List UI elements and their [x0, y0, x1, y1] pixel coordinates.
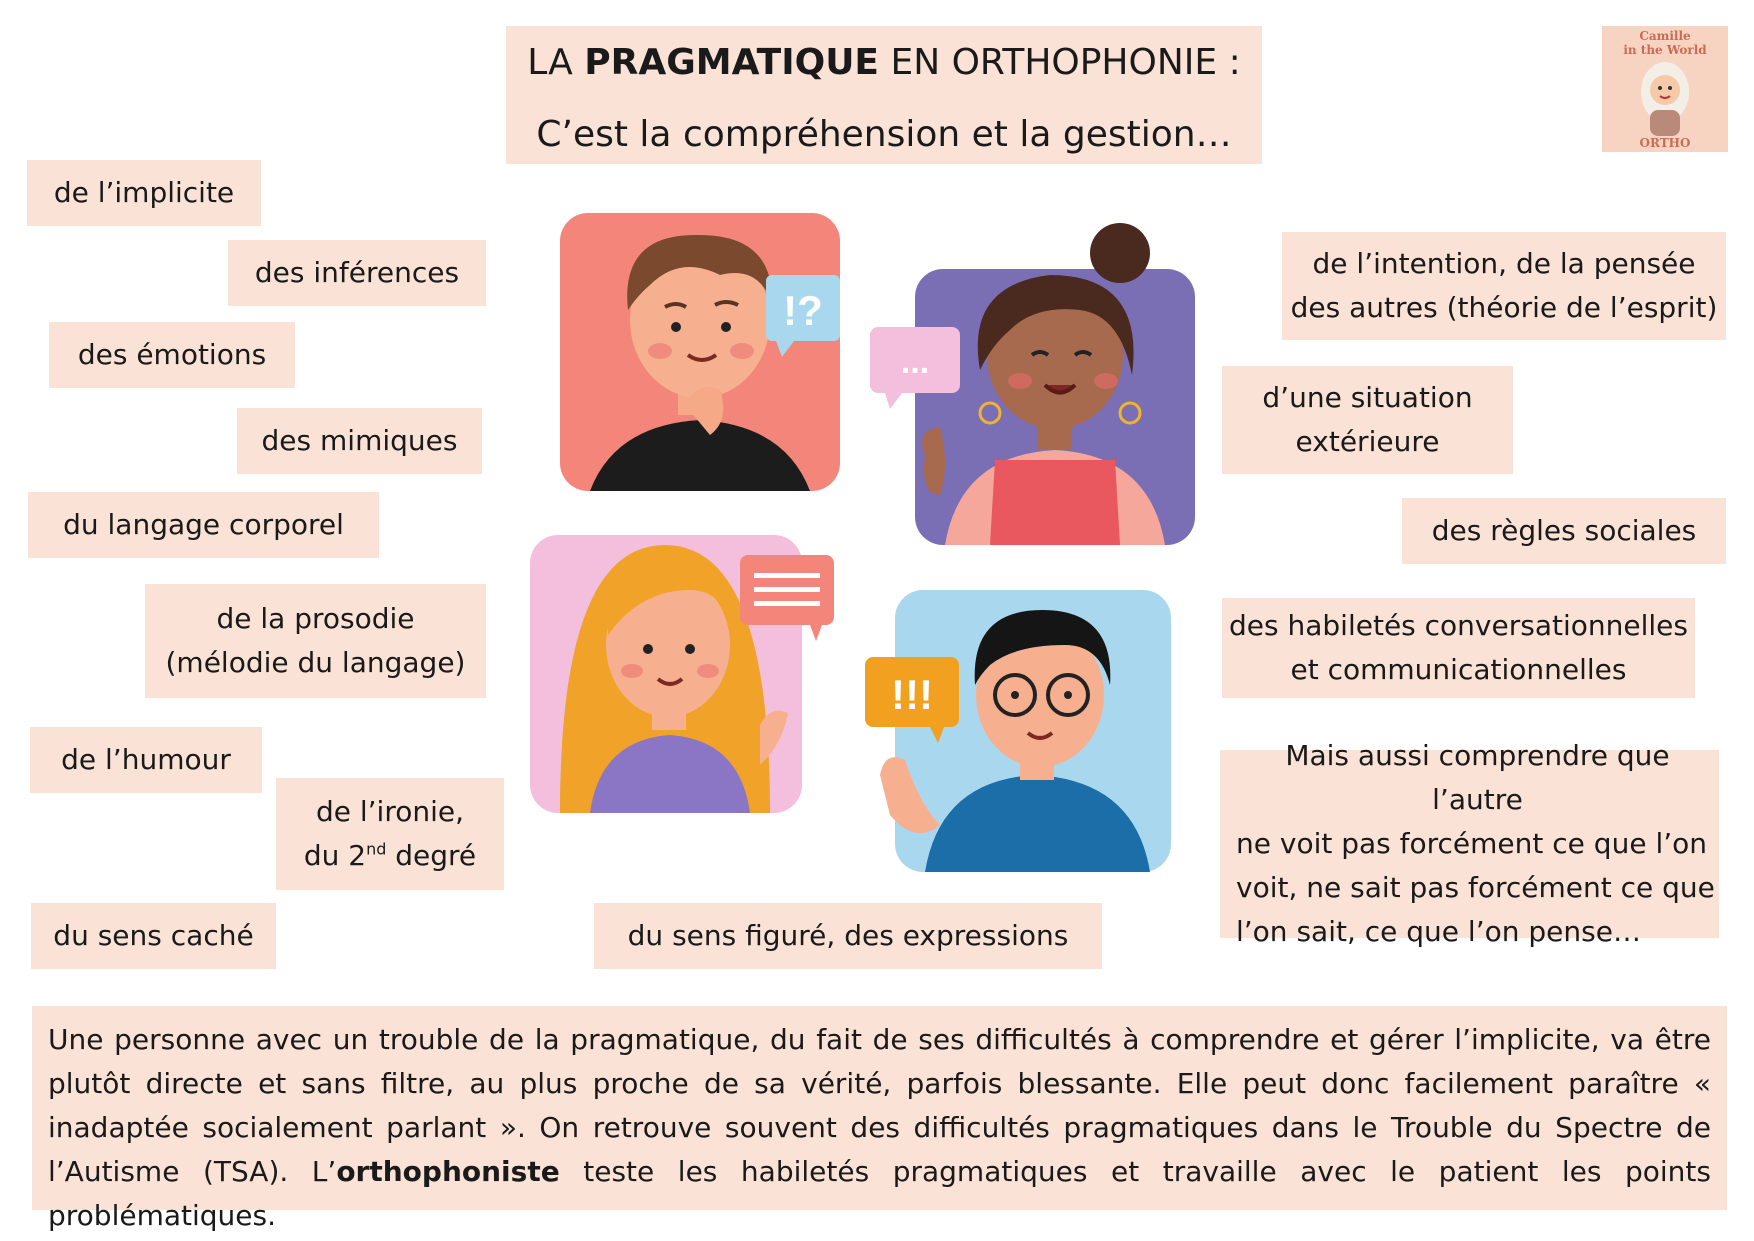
- boy-glasses-illustration: [865, 590, 1171, 872]
- item-habiletes-line-1: des habiletés conversationnelles: [1229, 609, 1688, 642]
- item-habiletes-line-2: et communicationnelles: [1290, 653, 1627, 686]
- item-ironie-line-2: [304, 834, 476, 878]
- aside-line-2: ne voit pas forcément ce que l’on: [1236, 827, 1708, 860]
- item-intention-line-1: de l’intention, de la pensée: [1312, 247, 1696, 280]
- item-prosodie: [145, 584, 486, 698]
- item-situation-line-2: extérieure: [1295, 425, 1440, 458]
- girl-bun-illustration: [870, 223, 1195, 545]
- aside-line-4: l’on sait, ce que l’on pense…: [1236, 915, 1641, 948]
- bubble-question-text: !?: [783, 287, 823, 334]
- logo-line-2: in the World: [1623, 43, 1707, 57]
- bubble-exclaim-text: !!!: [891, 671, 933, 718]
- title-prefix: LA: [527, 42, 585, 83]
- item-situation-line-1: d’une situation: [1262, 381, 1473, 414]
- item-langage-corporel: du langage corporel: [28, 492, 379, 558]
- summary-paragraph: [32, 1006, 1727, 1232]
- item-intention: [1282, 232, 1726, 340]
- logo-line-1: Camille: [1639, 29, 1691, 43]
- title-subtitle: C’est la compréhension et la gestion…: [536, 114, 1232, 155]
- item-prosodie-line-2: (mélodie du langage): [165, 646, 466, 679]
- item-situation: [1222, 366, 1513, 474]
- item-sens-figure: du sens figuré, des expressions: [594, 903, 1102, 969]
- logo-line-3: ORTHO: [1639, 136, 1691, 150]
- item-sens-cache: du sens caché: [31, 903, 276, 969]
- aside-line-3: voit, ne sait pas forcément ce que: [1236, 871, 1715, 904]
- item-habiletes: [1222, 598, 1695, 698]
- summary-part-2: teste les habiletés pragmatiques et travaille avec le patient les points problématiques.: [48, 1155, 1711, 1232]
- aside-box: [1220, 739, 1719, 948]
- bubble-dots-text: ...: [900, 343, 930, 381]
- boy-thinking-illustration: [560, 213, 840, 491]
- people-illustration: [520, 205, 1210, 885]
- title-suffix: EN ORTHOPHONIE :: [879, 42, 1241, 83]
- page-title: [506, 26, 1262, 164]
- ironie-degre: degré: [386, 839, 477, 872]
- item-intention-line-2: des autres (théorie de l’esprit): [1290, 291, 1718, 324]
- logo-avatar-icon: [1630, 54, 1700, 138]
- item-implicite: de l’implicite: [27, 160, 261, 226]
- item-humour: de l’humour: [30, 727, 262, 793]
- logo-text-top: [1602, 29, 1728, 57]
- item-inferences: des inférences: [228, 240, 486, 306]
- blonde-girl-illustration: [530, 535, 834, 813]
- summary-part-1: Une personne avec un trouble de la pragmatique, du fait de ses difficultés à comprendre et gérer l’implicite, va être plutôt directe et sans filtre, au plus proche de sa vérité, parfois blessante. Elle peut donc facilement paraître « inadaptée socialement parlant ». On retrouve souvent des difficultés pragmatiques dans le Trouble du Spectre de l’Autisme (TSA). L’: [48, 1023, 1711, 1188]
- title-line: [506, 38, 1262, 88]
- ironie-du-2: du 2: [303, 839, 367, 872]
- summary-bold: orthophoniste: [336, 1155, 560, 1188]
- item-ironie-line-1: de l’ironie,: [315, 795, 465, 828]
- item-regles-sociales: des règles sociales: [1402, 498, 1726, 564]
- item-ironie: [276, 778, 504, 890]
- title-bold: PRAGMATIQUE: [584, 42, 880, 83]
- item-prosodie-line-1: de la prosodie: [216, 602, 415, 635]
- item-mimiques: des mimiques: [237, 408, 482, 474]
- ironie-sup: nd: [366, 839, 387, 859]
- aside-line-1: Mais aussi comprendre que l’autre: [1285, 739, 1670, 816]
- item-emotions: des émotions: [49, 322, 295, 388]
- logo: [1602, 26, 1728, 152]
